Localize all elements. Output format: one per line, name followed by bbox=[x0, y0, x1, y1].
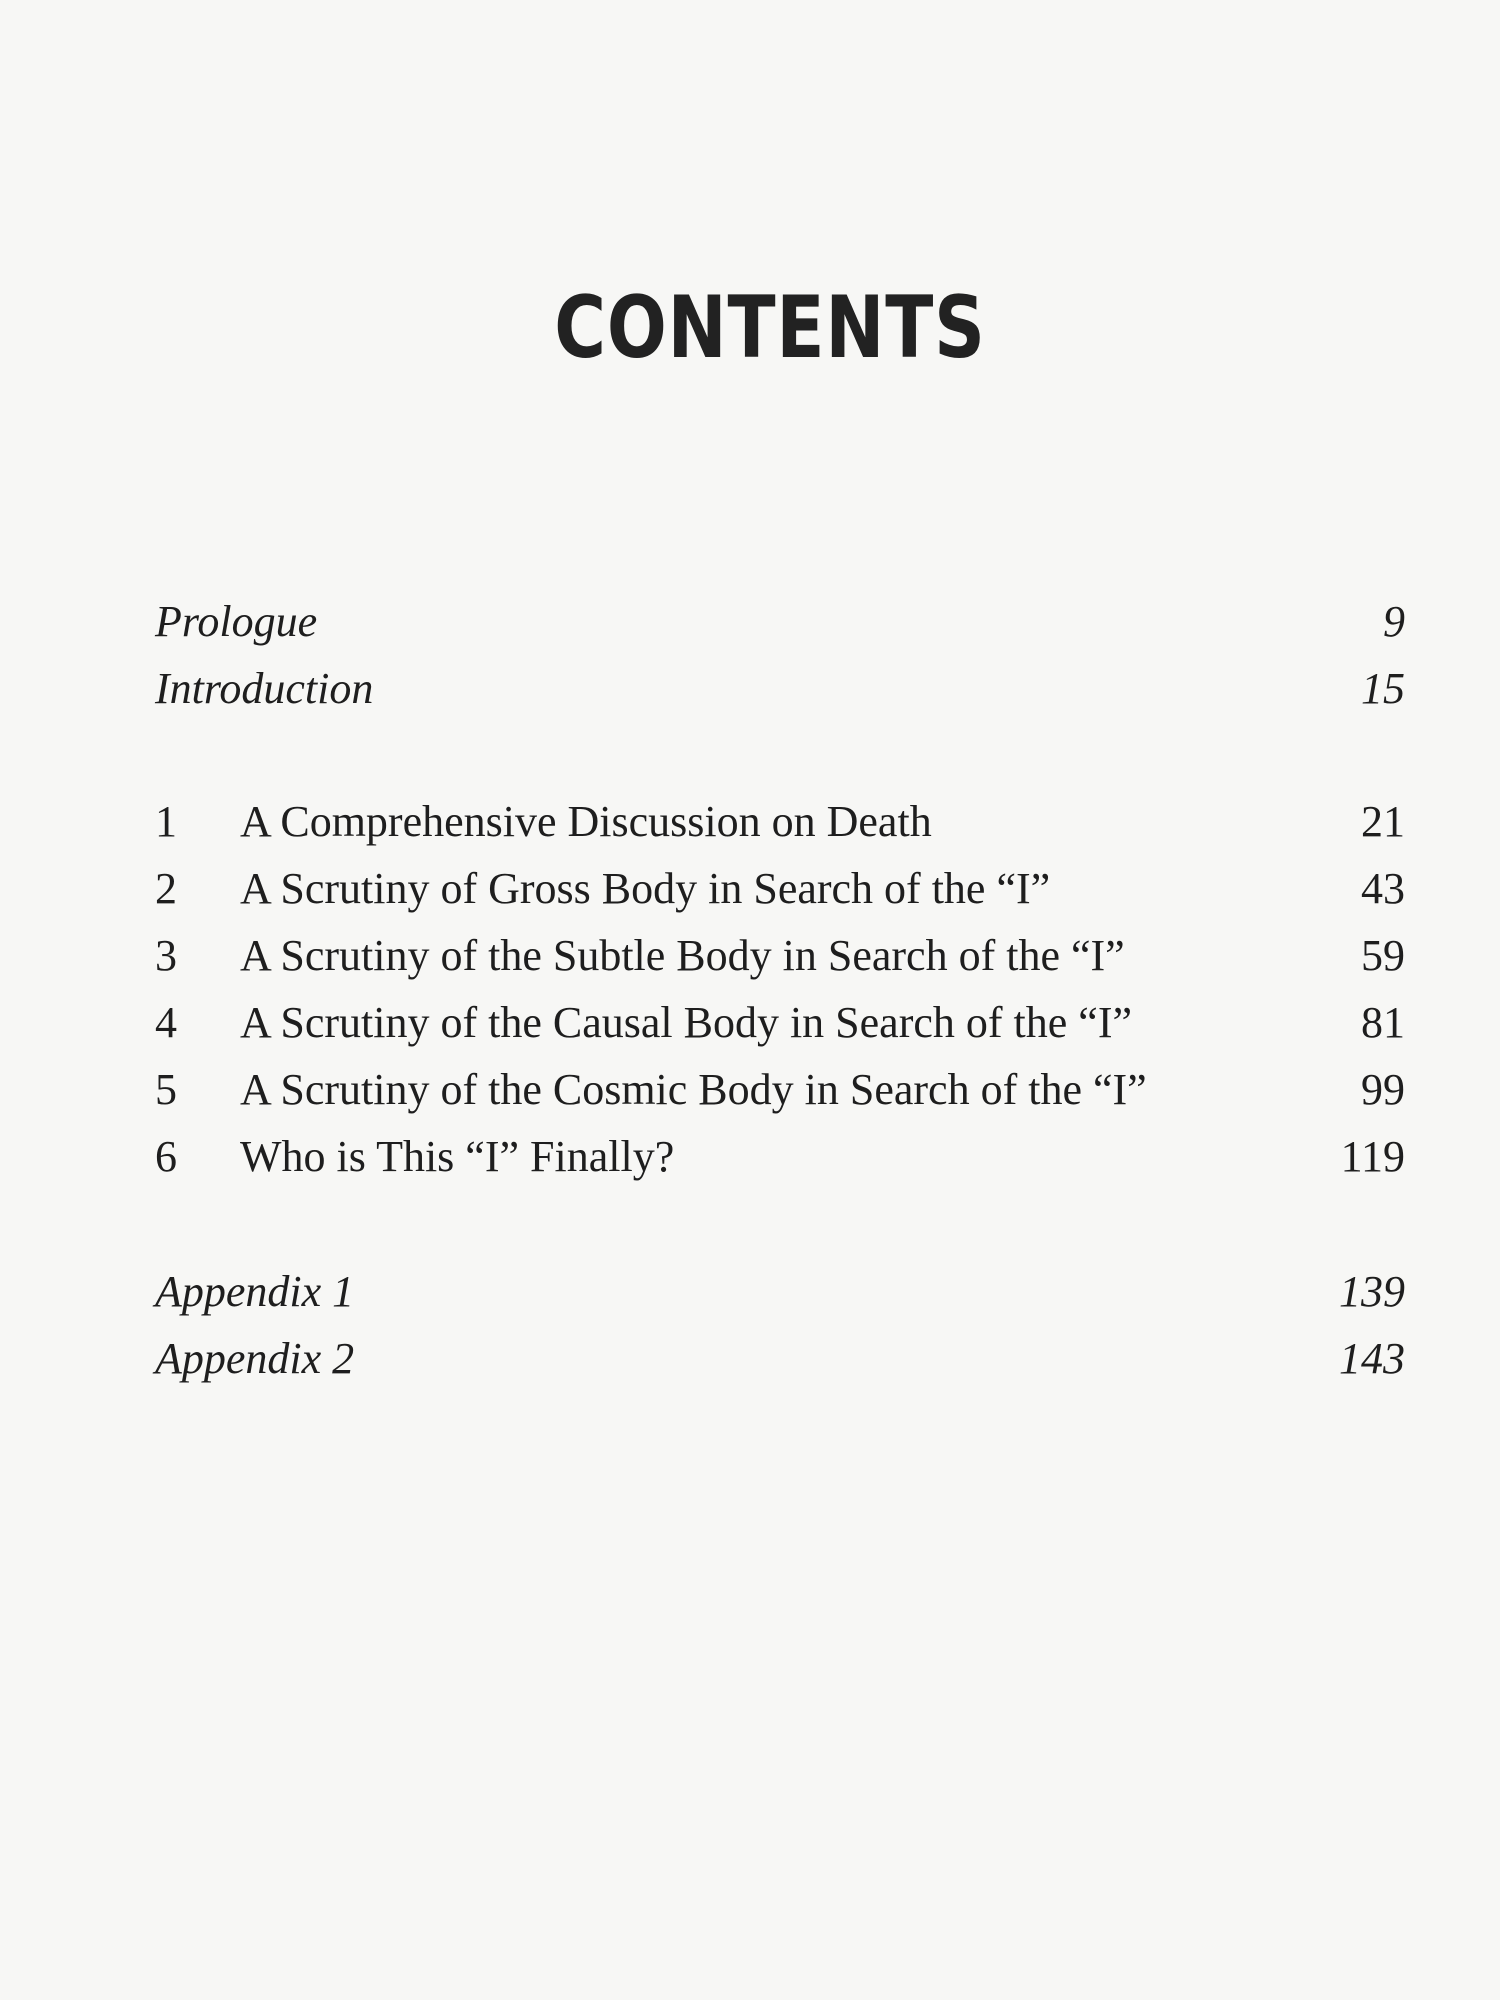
toc-entry-page: 43 bbox=[1361, 864, 1405, 913]
chapter-number: 2 bbox=[155, 864, 177, 913]
toc-entry-label: A Scrutiny of the Causal Body in Search of the “I” bbox=[240, 998, 1133, 1047]
toc-entry-label: Appendix 2 bbox=[155, 1334, 355, 1383]
toc-entry-page: 99 bbox=[1361, 1065, 1405, 1114]
toc-entry-chapter-1[interactable] bbox=[155, 792, 1405, 852]
toc-entry-label: A Scrutiny of the Cosmic Body in Search of the “I” bbox=[240, 1065, 1147, 1114]
toc-entry-appendix-1[interactable] bbox=[155, 1262, 1405, 1322]
toc-entry-chapter-2[interactable] bbox=[155, 859, 1405, 919]
toc-entry-chapter-4[interactable] bbox=[155, 993, 1405, 1053]
toc-entry-page: 15 bbox=[1361, 664, 1405, 713]
toc-entry-page: 59 bbox=[1361, 931, 1405, 980]
toc-entry-page: 143 bbox=[1339, 1334, 1405, 1383]
toc-entry-page: 21 bbox=[1361, 797, 1405, 846]
toc-entry-page: 9 bbox=[1383, 597, 1405, 646]
toc-entry-introduction[interactable] bbox=[155, 659, 1405, 719]
toc-entry-label: A Scrutiny of Gross Body in Search of the “I” bbox=[240, 864, 1051, 913]
toc-entry-page: 139 bbox=[1339, 1267, 1405, 1316]
toc-entry-label: Introduction bbox=[155, 664, 374, 713]
toc-entry-appendix-2[interactable] bbox=[155, 1329, 1405, 1389]
toc-entry-chapter-6[interactable] bbox=[155, 1127, 1405, 1187]
toc-entry-page: 119 bbox=[1340, 1132, 1405, 1181]
page-title: CONTENTS bbox=[554, 278, 986, 378]
chapter-number: 4 bbox=[155, 998, 177, 1047]
toc-entry-label: A Scrutiny of the Subtle Body in Search of the “I” bbox=[240, 931, 1125, 980]
toc-entry-chapter-5[interactable] bbox=[155, 1060, 1405, 1120]
toc-entry-chapter-3[interactable] bbox=[155, 926, 1405, 986]
chapter-number: 6 bbox=[155, 1132, 177, 1181]
chapter-number: 5 bbox=[155, 1065, 177, 1114]
toc-entry-prologue[interactable] bbox=[155, 592, 1405, 652]
toc-entry-label: Appendix 1 bbox=[155, 1267, 355, 1316]
chapter-number: 3 bbox=[155, 931, 177, 980]
toc-entry-label: Who is This “I” Finally? bbox=[240, 1132, 675, 1181]
toc-entry-label: A Comprehensive Discussion on Death bbox=[240, 797, 932, 846]
chapter-number: 1 bbox=[155, 797, 177, 846]
toc-entry-label: Prologue bbox=[155, 597, 318, 646]
toc-entry-page: 81 bbox=[1361, 998, 1405, 1047]
